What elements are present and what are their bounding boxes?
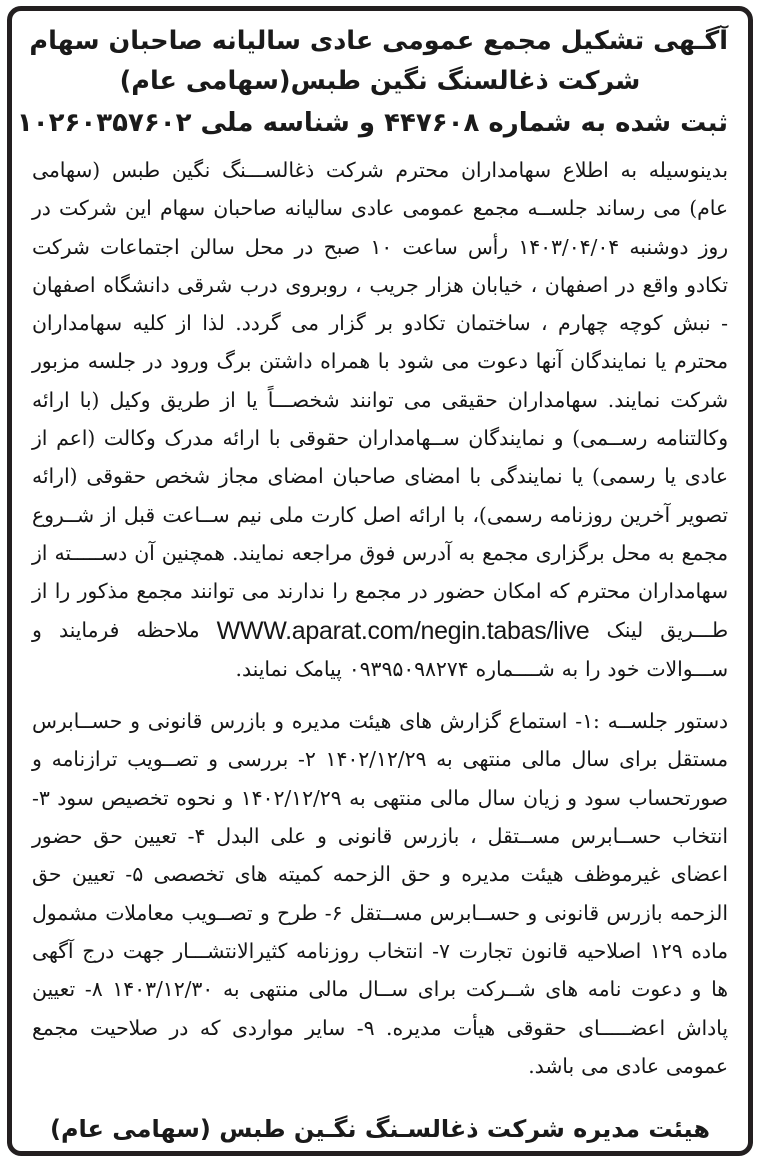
live-stream-link[interactable]: WWW.aparat.com/negin.tabas/live [216, 616, 590, 645]
page-border-frame [7, 6, 753, 1156]
agenda-paragraph: دستور جلســه :۱- استماع گزارش های هیئت مدیره و بازرس قانونی و حســابرس مستقل برای سال مالی منتهی به ۱۴۰۲/۱۲/۲۹ ۲- بررسی و تصــویب ترازنامه و صورتحساب سود و زیان سال مالی منتهی به ۱۴۰۲/۱۲/۲۹ و نحوه تخصیص سود ۳- انتخاب حســابرس مســتقل ، بازرس قانونی و علی البدل ۴- تعیین حق حضور اعضای غیرموظف هیئت مدیره و حق الزحمه کمیته های تخصصی ۵- تعیین حق الزحمه بازرس قانونی و حســابرس مســتقل ۶- طرح و تصــویب معاملات مشمول ماده ۱۲۹ اصلاحیه قانون تجارت ۷- انتخاب روزنامه کثیرالانتشـــار جهت درج آگهی ها و دعوت نامه های شــرکت برای ســال مالی منتهی به ۱۴۰۳/۱۲/۳۰ ۸- تعیین پاداش اعضـــــای حقوقی هیأت مدیره. ۹- سایر مواردی که در صلاحیت مجمع عمومی عادی می باشد. [32, 709, 729, 1078]
announcement-body [32, 151, 728, 1085]
notice-text-before-link: بدینوسیله به اطلاع سهامداران محترم شرکت ذغالســـنگ نگین طبس (سهامی عام) می رساند جلســه مجمع عمومی عادی سالیانه صاحبان سهام این شرکت در روز دوشنبه ۱۴۰۳/۰۴/۰۴ رأس ساعت ۱۰ صبح در محل سالن اجتماعات شرکت تکادو واقع در اصفهان ، خیابان هزار جریب ، روبروی درب شرقی دانشگاه اصفهان - نبش کوچه چهارم ، ساختمان تکادو بر گزار می گردد. لذا از کلیه سهامداران محترم یا نمایندگان آنها دعوت می شود با همراه داشتن برگ ورود در جلسه مزبور شرکت نمایند. سهامداران حقیقی می توانند شخصـــاً یا از طریق وکیل (با ارائه وکالتنامه رســمی) و نمایندگان ســهامداران حقوقی با ارائه مدرک وکالت (اعم از عادی یا رسمی) یا نمایندگی با امضای صاحبان امضای مجاز شخص حقوقی (ارائه تصویر آخرین روزنامه رسمی)، با ارائه اصل کارت ملی نیم ســاعت قبل از شــروع مجمع به محل برگزاری مجمع به آدرس فوق مراجعه نمایند. همچنین آن دســـــته از سهامداران محترم که امکان حضور در مجمع را ندارند می توانند مجمع مذکور را از طـــریق لینک [32, 158, 728, 642]
heading-line-1: آگـهی تشکیل مجمع عمومی عادی سالیانه صاحبان سهام [29, 26, 728, 56]
announcement-heading [16, 21, 728, 145]
board-signature: هیئت مدیره شرکت ذغالسـنگ نگـین طبس (سهامی عام) [49, 1115, 710, 1143]
notice-paragraph [32, 151, 728, 688]
page-content [12, 11, 748, 1151]
heading-line-2: شرکت ذغالسنگ نگین طبس(سهامی عام) [119, 66, 641, 96]
notice-text-after-link: ملاحظه فرمایند و ســـوالات خود را به شــــماره ۰۹۳۹۵۰۹۸۲۷۴ پیامک نمایند. [32, 617, 728, 681]
heading-registration-line: ثبت شده به شماره ۴۴۷۶۰۸ و شناسه ملی ۱۰۲۶۰۳۵۷۶۰۲ [16, 108, 728, 138]
